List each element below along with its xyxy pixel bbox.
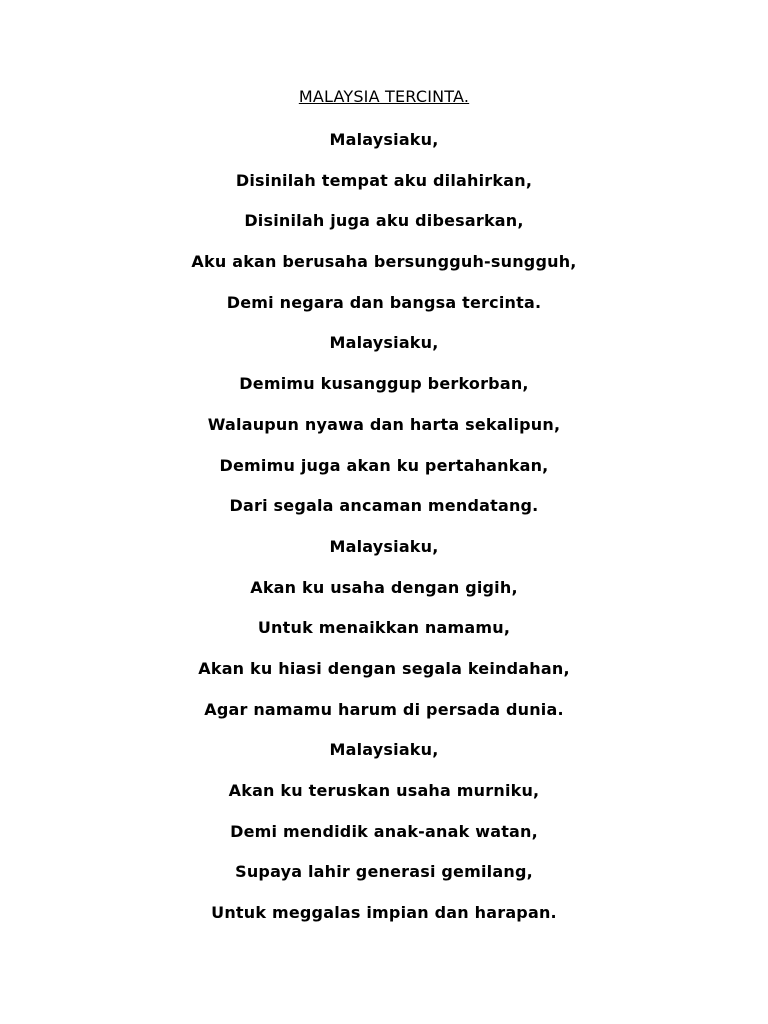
poem-line: Disinilah tempat aku dilahirkan, — [235, 170, 533, 190]
poem-line: Untuk meggalas impian dan harapan. — [211, 903, 557, 923]
poem-line: Malaysiaku, — [329, 130, 439, 149]
poem-line: Demimu kusanggup berkorban, — [239, 374, 529, 394]
poem-line: Akan ku usaha dengan gigih, — [250, 577, 518, 597]
poem-line: Malaysiaku, — [329, 333, 439, 353]
poem-line: Malaysiaku, — [329, 536, 439, 556]
poem-line: Demimu juga akan ku pertahankan, — [219, 455, 549, 475]
poem-line: Akan ku hiasi dengan segala keindahan, — [198, 658, 570, 678]
poem-line: Dari segala ancaman mendatang. — [229, 496, 539, 516]
poem-line: Demi mendidik anak-anak watan, — [230, 821, 538, 841]
poem-line: Agar namamu harum di persada dunia. — [204, 699, 564, 719]
poem-line: Walaupun nyawa dan harta sekalipun, — [207, 414, 561, 434]
poem-line: Aku akan berusaha bersungguh-sungguh, — [191, 252, 577, 272]
poem-line: Malaysiaku, — [329, 740, 439, 760]
poem-body — [0, 127, 768, 941]
poem-line: Demi negara dan bangsa tercinta. — [226, 292, 542, 312]
poem-line: Untuk menaikkan namamu, — [257, 618, 511, 638]
poem-line: Disinilah juga aku dibesarkan, — [244, 211, 524, 231]
poem-line: Supaya lahir generasi gemilang, — [235, 862, 533, 882]
poem-line: Akan ku teruskan usaha murniku, — [228, 781, 540, 800]
page-title: MALAYSIA TERCINTA. — [298, 87, 470, 106]
